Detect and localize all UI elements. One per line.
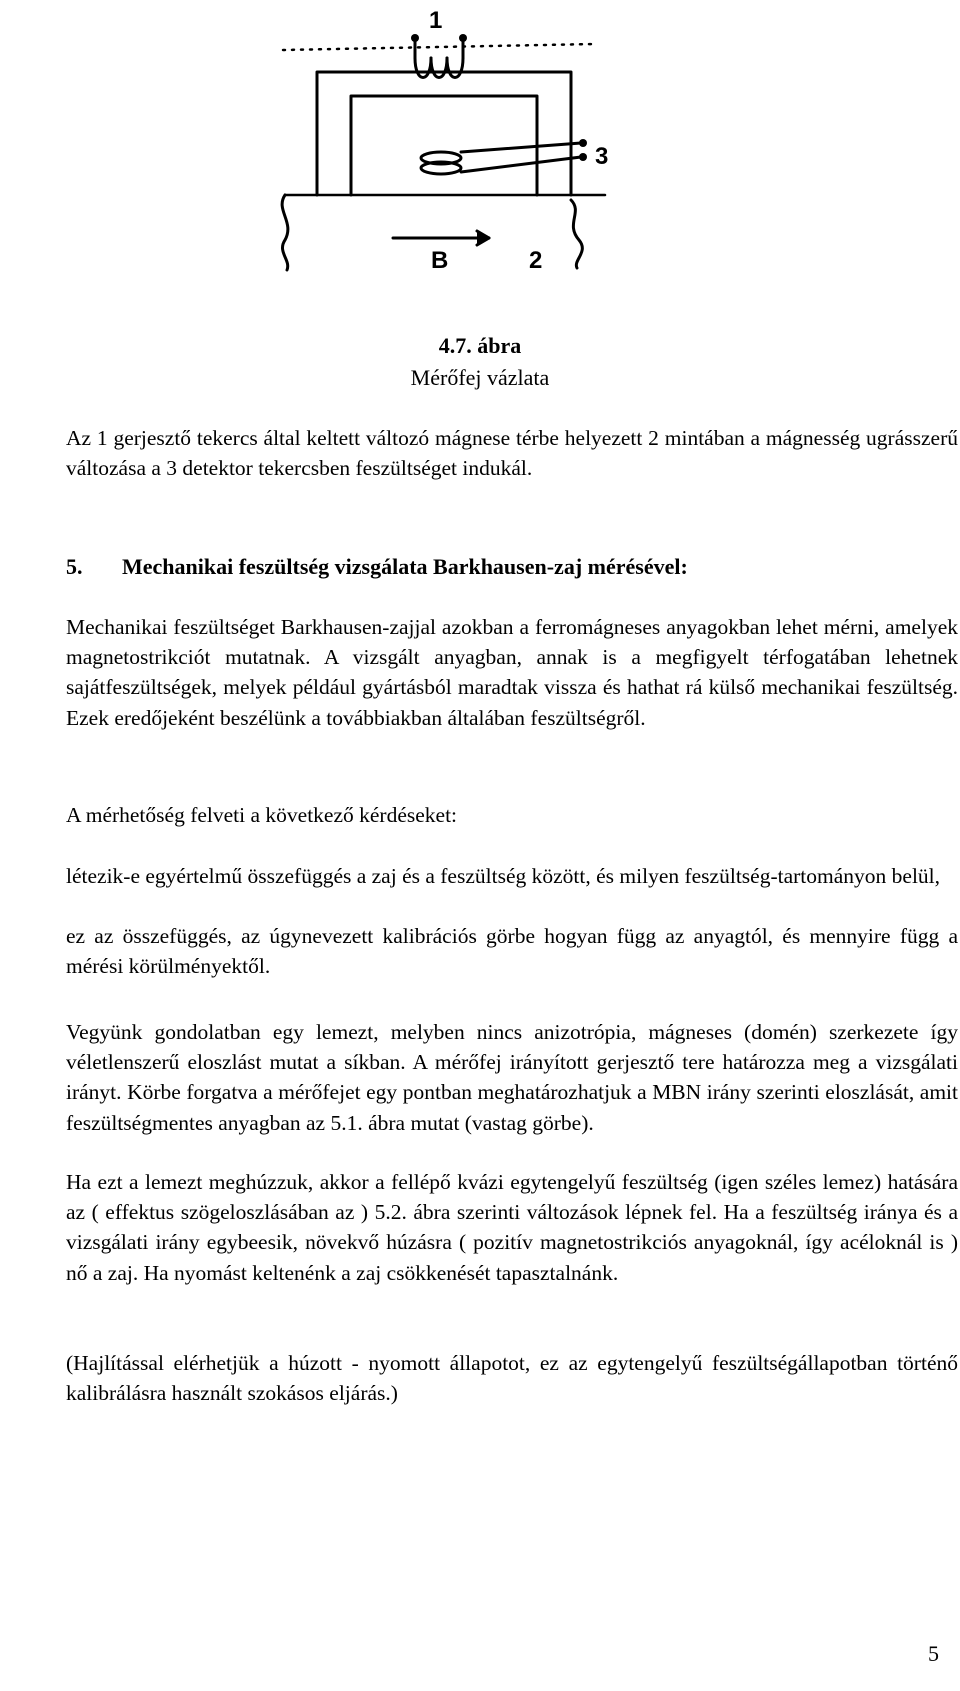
paragraph-4: Vegyünk gondolatban egy lemezt, melyben nincs anizotrópia, mágneses (domén) szerkezete így véletlenszerű eloszlást mutat a síkban. A mérőfej irányított gerjesztő tere határozza meg a vizsgálati irányt. Körbe forgatva a mérőfejet egy pontban meghatározhatjuk a MBN irány szerinti eloszlását, amit feszültségmentes anyagban az 5.1. ábra mutat (vastag görbe). [66, 1020, 958, 1135]
section-heading [66, 554, 688, 580]
intro-paragraph: Az 1 gerjesztő tekercs által keltett változó mágnese térbe helyezett 2 mintában a mágnesség ugrásszerű változása a 3 detektor tekercsben feszültséget indukál. [66, 426, 958, 481]
label-coil-1: 1 [429, 7, 443, 34]
paragraph-2: A mérhetőség felveti a következő kérdéseket: [66, 803, 458, 827]
section-number: 5. [66, 554, 83, 579]
probe-head-diagram [265, 0, 635, 290]
label-detector-3: 3 [595, 143, 609, 170]
label-sample-2: 2 [529, 247, 543, 274]
paragraph-3b: ez az összefüggés, az úgynevezett kalibrációs görbe hogyan függ az anyagtól, és mennyire függ a mérési körülményektől. [66, 924, 958, 979]
page-number: 5 [928, 1641, 939, 1666]
paragraph-1: Mechanikai feszültséget Barkhausen-zajjal azokban a ferromágneses anyagokban lehet mérni, amelyek magnetostrikciót mutatnak. A vizsgált anyagban, annak is a megfigyelt térfogatában lehetnek sajátfeszültségek, melyek például gyártásból maradtak vissza és hathat rá külső mechanikai feszültség. Ezek eredőjeként beszélünk a továbbiakban általában feszültségről. [66, 615, 958, 730]
figure-caption-number: 4.7. ábra [438, 333, 522, 358]
section-title: Mechanikai feszültség vizsgálata Barkhausen-zaj mérésével: [122, 554, 688, 579]
label-field-b: B [431, 247, 449, 274]
paragraph-3a: létezik-e egyértelmű összefüggés a zaj és a feszültség között, és milyen feszültség-tartományon belül, [66, 864, 941, 888]
probe-head-figure [265, 0, 635, 290]
paragraph-6: (Hajlítással elérhetjük a húzott - nyomott állapotot, ez az egytengelyű feszültségállapotban történő kalibrálásra használt szokásos eljárás.) [66, 1351, 958, 1406]
figure-caption-title: Mérőfej vázlata [410, 365, 550, 390]
paragraph-5: Ha ezt a lemezt meghúzzuk, akkor a fellépő kvázi egytengelyű feszültség (igen széles lemez) hatására az ( effektus szögeloszlásában az ) 5.2. ábra szerinti változások lépnek fel. Ha a feszültség iránya és a vizsgálati irány egybeesik, növekvő húzásra ( pozitív magnetostrikciós anyagoknál, így acéloknál is ) nő a zaj. Ha nyomást keltenénk a zaj csökkenését tapasztalnánk. [66, 1170, 958, 1285]
